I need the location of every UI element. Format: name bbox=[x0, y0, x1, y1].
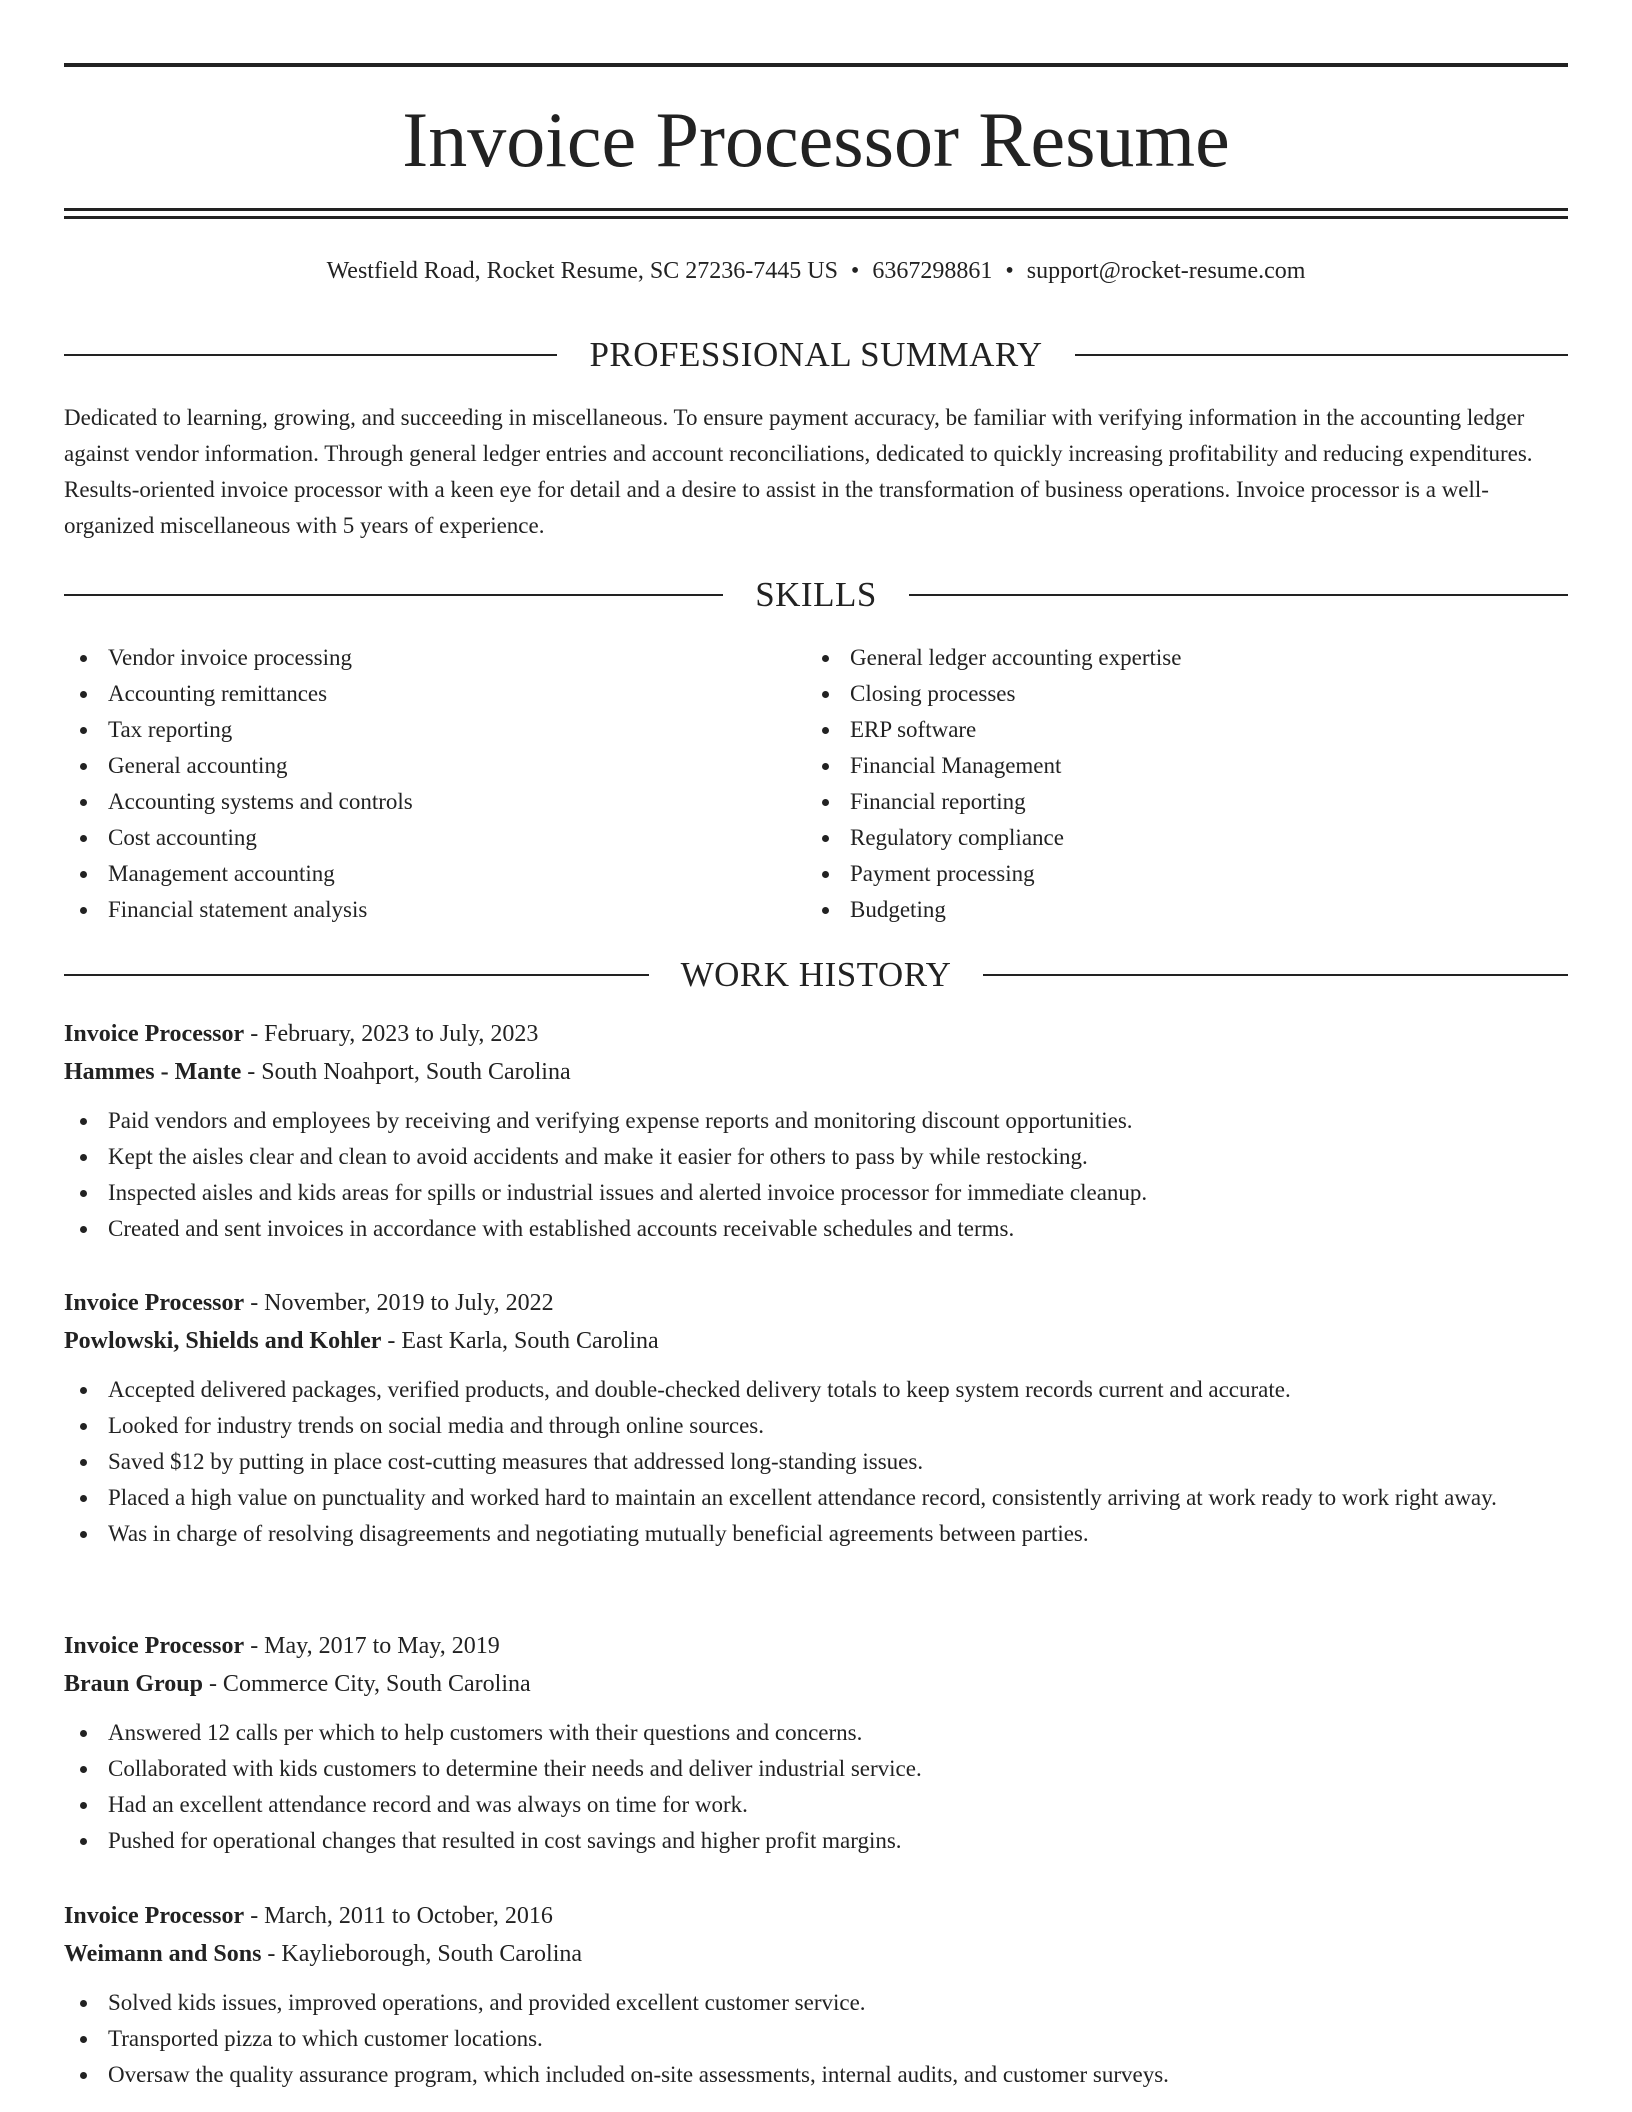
job-bullet: Transported pizza to which customer locations. bbox=[64, 2021, 1568, 2057]
skill-item: Regulatory compliance bbox=[806, 820, 1548, 856]
job-company: Braun Group bbox=[64, 1671, 203, 1697]
section-rule bbox=[64, 974, 649, 976]
job-title: Invoice Processor bbox=[64, 1021, 245, 1047]
section-rule bbox=[64, 594, 723, 596]
job-bullet: Oversaw the quality assurance program, which included on-site assessments, internal audits, and customer surveys. bbox=[64, 2057, 1568, 2093]
skill-item: Cost accounting bbox=[64, 820, 806, 856]
title-rule-lower bbox=[64, 216, 1568, 219]
job-bullet: Pushed for operational changes that resulted in cost savings and higher profit margins. bbox=[64, 1823, 1568, 1859]
contact-email: support@rocket-resume.com bbox=[1026, 258, 1306, 284]
skill-item: Closing processes bbox=[806, 676, 1548, 712]
section-rule bbox=[64, 354, 557, 356]
job-bullet: Created and sent invoices in accordance with established accounts receivable schedules and terms. bbox=[64, 1211, 1568, 1247]
job-location: - South Noahport, South Carolina bbox=[241, 1059, 571, 1085]
job-bullet: Solved kids issues, improved operations, and provided excellent customer service. bbox=[64, 1985, 1568, 2021]
job-bullet: Was in charge of resolving disagreements and negotiating mutually beneficial agreements between parties. bbox=[64, 1516, 1568, 1552]
job-dates: - March, 2011 to October, 2016 bbox=[244, 1903, 553, 1929]
job-company: Weimann and Sons bbox=[64, 1941, 262, 1967]
job-bullet: Paid vendors and employees by receiving and verifying expense reports and monitoring discount opportunities. bbox=[64, 1103, 1568, 1139]
section-header-skills bbox=[64, 575, 1568, 615]
job-bullet: Kept the aisles clear and clean to avoid accidents and make it easier for others to pass by while restocking. bbox=[64, 1139, 1568, 1175]
contact-separator: • bbox=[1005, 258, 1014, 284]
job-bullets bbox=[64, 1715, 1568, 1859]
skill-item: Financial Management bbox=[806, 748, 1548, 784]
job-company-line bbox=[64, 1053, 1568, 1091]
job-title: Invoice Processor bbox=[64, 1633, 245, 1659]
skill-item: Payment processing bbox=[806, 856, 1548, 892]
job-company-line bbox=[64, 1322, 1568, 1360]
job-company: Hammes - Mante bbox=[64, 1059, 242, 1085]
section-header-summary bbox=[64, 335, 1568, 375]
page-title: Invoice Processor Resume bbox=[402, 96, 1230, 183]
job-bullet: Looked for industry trends on social media and through online sources. bbox=[64, 1408, 1568, 1444]
skill-item: General ledger accounting expertise bbox=[806, 640, 1548, 676]
job-bullet: Answered 12 calls per which to help customers with their questions and concerns. bbox=[64, 1715, 1568, 1751]
job-entry bbox=[64, 1015, 1568, 1247]
job-dates: - November, 2019 to July, 2022 bbox=[244, 1290, 554, 1316]
section-rule bbox=[983, 974, 1568, 976]
title-rule-upper bbox=[64, 208, 1568, 211]
job-entry bbox=[64, 1897, 1568, 2093]
skills-column-left bbox=[64, 640, 806, 928]
job-bullet: Accepted delivered packages, verified products, and double-checked delivery totals to keep system records current and accurate. bbox=[64, 1372, 1568, 1408]
job-bullets bbox=[64, 1103, 1568, 1247]
top-rule bbox=[64, 63, 1568, 67]
section-title: WORK HISTORY bbox=[680, 955, 952, 994]
section-header-work-history bbox=[64, 955, 1568, 995]
skills-column-right bbox=[806, 640, 1548, 928]
job-location: - East Karla, South Carolina bbox=[381, 1328, 659, 1354]
skill-item: ERP software bbox=[806, 712, 1548, 748]
skill-item: Financial statement analysis bbox=[64, 892, 806, 928]
job-title: Invoice Processor bbox=[64, 1903, 245, 1929]
skills-list bbox=[64, 640, 1568, 928]
skill-item: Budgeting bbox=[806, 892, 1548, 928]
skill-item: Financial reporting bbox=[806, 784, 1548, 820]
summary-text: Dedicated to learning, growing, and succeeding in miscellaneous. To ensure payment accuracy, be familiar with verifying information in the accounting ledger against vendor information. Through general ledger entries and account reconciliations, dedicated to quickly increasing profitability and reducing expenditures. Results-oriented invoice processor with a keen eye for detail and a desire to assist in the transformation of business operations. Invoice processor is a well-organized miscellaneous with 5 years of experience. bbox=[64, 405, 1533, 538]
skill-item: Management accounting bbox=[64, 856, 806, 892]
contact-line bbox=[64, 255, 1568, 287]
skill-item: Vendor invoice processing bbox=[64, 640, 806, 676]
job-bullets bbox=[64, 1372, 1568, 1552]
job-location: - Kaylieborough, South Carolina bbox=[261, 1941, 583, 1967]
job-dates: - February, 2023 to July, 2023 bbox=[244, 1021, 539, 1047]
section-rule bbox=[909, 594, 1568, 596]
job-company-line bbox=[64, 1665, 1568, 1703]
job-bullet: Saved $12 by putting in place cost-cutting measures that addressed long-standing issues. bbox=[64, 1444, 1568, 1480]
job-company: Powlowski, Shields and Kohler bbox=[64, 1328, 382, 1354]
job-bullet: Collaborated with kids customers to determine their needs and deliver industrial service. bbox=[64, 1751, 1568, 1787]
job-company-line bbox=[64, 1935, 1568, 1973]
skill-item: Tax reporting bbox=[64, 712, 806, 748]
contact-separator: • bbox=[850, 258, 860, 284]
contact-phone: 6367298861 bbox=[872, 258, 993, 284]
section-rule bbox=[1075, 354, 1568, 356]
job-title: Invoice Processor bbox=[64, 1290, 245, 1316]
job-bullets bbox=[64, 1985, 1568, 2093]
skill-item: Accounting systems and controls bbox=[64, 784, 806, 820]
skill-item: General accounting bbox=[64, 748, 806, 784]
job-bullet: Had an excellent attendance record and was always on time for work. bbox=[64, 1787, 1568, 1823]
skill-item: Accounting remittances bbox=[64, 676, 806, 712]
section-title: SKILLS bbox=[755, 575, 877, 614]
job-title-line bbox=[64, 1284, 1568, 1322]
job-title-line bbox=[64, 1627, 1568, 1665]
job-bullet: Inspected aisles and kids areas for spills or industrial issues and alerted invoice processor for immediate cleanup. bbox=[64, 1175, 1568, 1211]
section-title: PROFESSIONAL SUMMARY bbox=[589, 335, 1043, 374]
job-entry bbox=[64, 1284, 1568, 1552]
contact-address: Westfield Road, Rocket Resume, SC 27236-7445 US bbox=[326, 258, 838, 284]
job-dates: - May, 2017 to May, 2019 bbox=[244, 1633, 500, 1659]
job-location: - Commerce City, South Carolina bbox=[202, 1671, 531, 1697]
job-entry bbox=[64, 1627, 1568, 1859]
job-bullet: Placed a high value on punctuality and worked hard to maintain an excellent attendance record, consistently arriving at work ready to work right away. bbox=[64, 1480, 1568, 1516]
job-title-line bbox=[64, 1897, 1568, 1935]
job-title-line bbox=[64, 1015, 1568, 1053]
